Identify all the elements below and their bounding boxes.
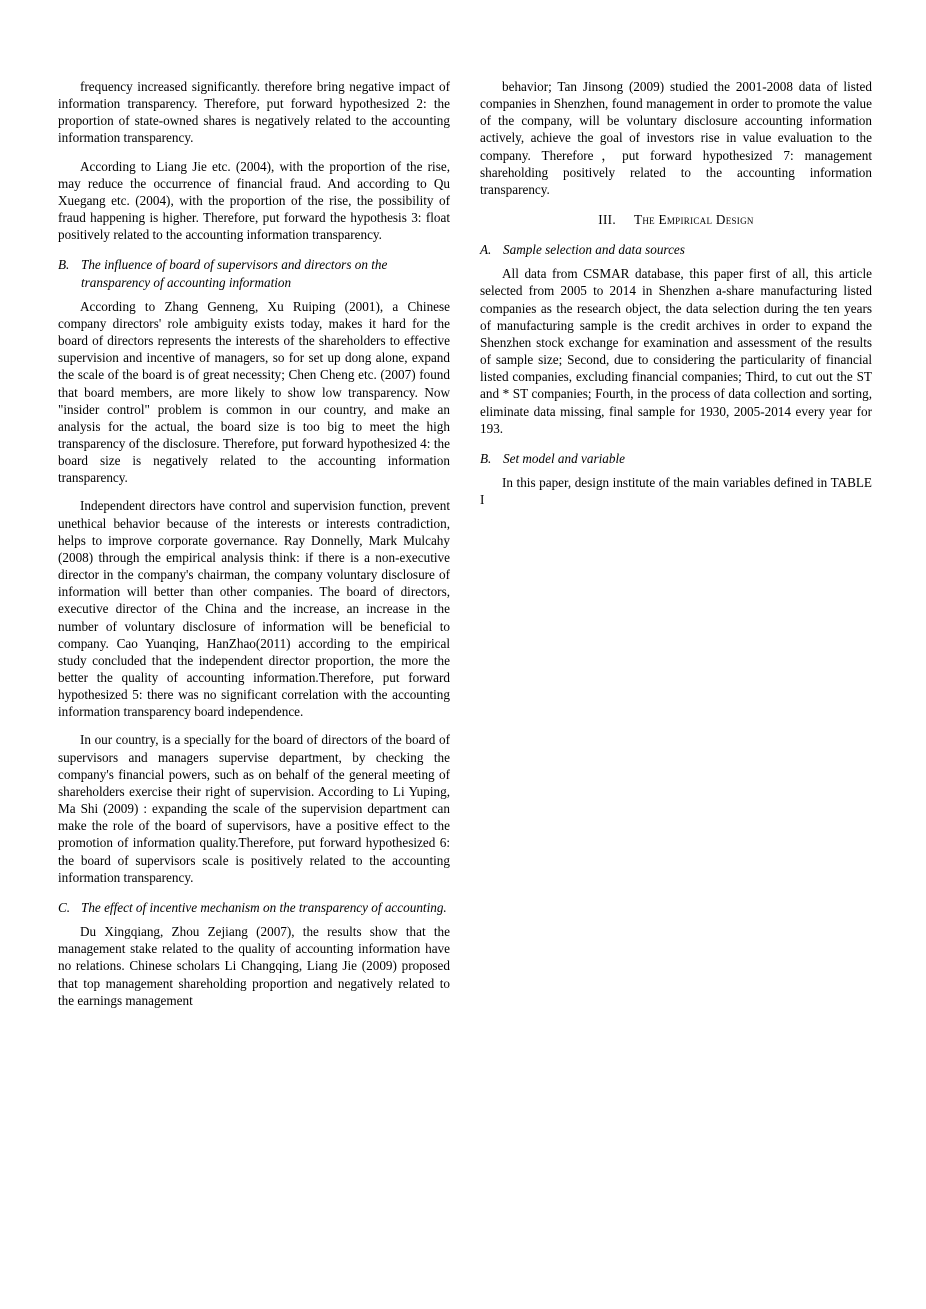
subsection-heading-a (480, 241, 872, 258)
paragraph: In this paper, design institute of the main variables defined in TABLE I (480, 474, 872, 508)
subsection-letter: B. (58, 257, 70, 273)
subsection-title: Sample selection and data sources (503, 242, 685, 258)
paragraph: Independent directors have control and supervision function, prevent unethical behavior because of the interests or interests contradiction, helps to improve corporate governance. Ray Donnelly, Mark Mulcahy (2008) through the empirical analysis think: if there is a non-executive director in the company's chairman, the company voluntary disclosure of information will better than other companies. The board of directors, executive director of the China and the increase, an increase in the number of voluntary disclosure of information will be beneficial to company. Cao Yuanqing, HanZhao(2011) according to the empirical study concluded that the independent director proportion, the more the better the quality of accounting information.Therefore, put forward hypothesized 5: there was no significant correlation with the accounting information transparency board independence. (58, 498, 450, 720)
paragraph: Du Xingqiang, Zhou Zejiang (2007), the results show that the management stake related to the quality of accounting information have no relations. Chinese scholars Li Changqing, Liang Jie (2009) proposed that top management shareholding proportion and negatively related to the earnings management (58, 924, 450, 1008)
subsection-letter: A. (480, 242, 492, 258)
two-column-layout (58, 78, 872, 1020)
paragraph: In our country, is a specially for the board of directors of the board of supervisors and managers supervise department, by checking the company's financial powers, such as on behalf of the general meeting of shareholders exercise their right of supervision. According to Li Yuping, Ma Shi (2009) : expanding the scale of the supervision department can make the role of the board of supervisors, have a positive effect to the promotion of information quality.Therefore, put forward hypothesized 6: the board of supervisors scale is positively related to the accounting information transparency. (58, 732, 450, 885)
section-title: The Empirical Design (633, 212, 754, 228)
section-numeral: III. (598, 212, 616, 228)
section-heading-iii (480, 212, 872, 228)
paragraph: frequency increased significantly. therefore bring negative impact of information transparency. Therefore, put forward hypothesized 2: the proportion of state-owned shares is negatively related to the accounting information transparency. (58, 79, 450, 146)
subsection-title: The influence of board of supervisors and directors on the transparency of accounting information (81, 257, 388, 290)
subsection-title: Set model and variable (503, 450, 625, 466)
left-column (58, 78, 450, 1020)
paragraph: According to Zhang Genneng, Xu Ruiping (2001), a Chinese company directors' role ambiguity exists today, makes it hard for the board of directors represents the interests of the shareholders to effective supervision and incentive of managers, so for set up dong alone, expand the scale of the board is of great necessity; Chen Cheng etc. (2007) found that board members, are more likely to show low transparency. Now "insider control" problem is common in our country, and make an analysis for the actual, the board size is too big to meet the high transparency of the disclosure. Therefore, put forward hypothesized 4: the board size is negatively related to the accounting information transparency. (58, 298, 450, 486)
right-column (480, 78, 872, 519)
paragraph: According to Liang Jie etc. (2004), with the proportion of the rise, may reduce the occurrence of financial fraud. And according to Qu Xuegang etc. (2004), with the proportion of the rise, the possibility of fraud happening is higher. Therefore, put forward the hypothesis 3: float positively related to the accounting information transparency. (58, 158, 450, 243)
subsection-heading-c (58, 899, 450, 916)
paragraph: All data from CSMAR database, this paper first of all, this article selected from 2005 to 2014 in Shenzhen a-share manufacturing listed companies as the research object, the data selection during the ten years of manufacturing sample is the credit archives in order to expand the Shenzhen stock exchange for examination and assessment of the results of sample size; Second, due to considering the particularity of financial listed companies, excluding financial companies; Third, to cut out the ST and * ST companies; Fourth, in the process of data collection and sorting, eliminate data missing, final sample for 1930, 2005-2014 every year for 193. (480, 266, 872, 436)
subsection-heading-b (58, 256, 450, 290)
subsection-letter: C. (58, 899, 71, 915)
subsection-title: The effect of incentive mechanism on the transparency of accounting. (81, 899, 447, 915)
paragraph: behavior; Tan Jinsong (2009) studied the 2001-2008 data of listed companies in Shenzhen, found management in order to promote the value of the company, will be voluntary disclosure accounting information actively, achieve the goal of investors rise in value evaluation to the company. Therefore，put forward hypothesized 7: management shareholding positively related to the accounting information transparency. (480, 79, 872, 197)
subsection-letter: B. (480, 450, 492, 466)
subsection-heading-b-right (480, 450, 872, 467)
